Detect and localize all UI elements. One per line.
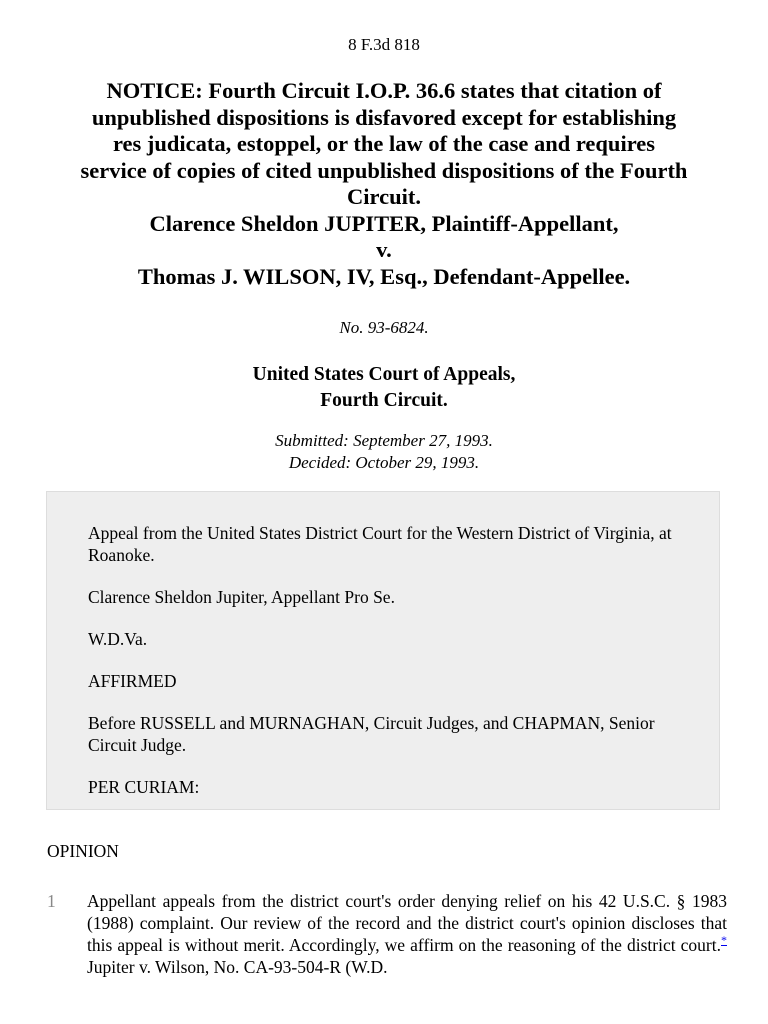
paragraph-number: 1 — [47, 891, 56, 911]
court-name — [0, 362, 768, 413]
case-dates — [0, 430, 768, 474]
title-line: v. — [376, 237, 392, 262]
case-citation: 8 F.3d 818 — [348, 35, 420, 54]
court-line: United States Court of Appeals, — [252, 364, 516, 385]
title-line: Clarence Sheldon JUPITER, Plaintiff-Appellant, — [149, 210, 619, 236]
paragraph-text-after: Jupiter v. Wilson, No. CA-93-504-R (W.D. — [87, 957, 388, 977]
title-line: NOTICE: Fourth Circuit I.O.P. 36.6 states that citation of — [106, 78, 662, 103]
submitted-date: Submitted: September 27, 1993. — [275, 431, 493, 450]
case-title — [40, 78, 728, 290]
title-line: service of copies of cited unpublished dispositions of the Fourth — [80, 157, 688, 183]
paragraph-text — [87, 890, 727, 978]
opinion-heading: OPINION — [47, 841, 119, 861]
title-line: res judicata, estoppel, or the law of the case and requires — [112, 131, 656, 156]
appeal-from: Appeal from the United States District Court for the Western District of Virginia, at Roanoke. — [88, 523, 672, 565]
panel: Before RUSSELL and MURNAGHAN, Circuit Judges, and CHAPMAN, Senior Circuit Judge. — [88, 713, 655, 755]
paragraph-text-before: Appellant appeals from the district court's order denying relief on his 42 U.S.C. § 1983 (1988) complaint. Our review of the record and the district court's opinion discloses that this appeal is without merit. Accordingly, we affirm on the reasoning of the district court. — [87, 891, 727, 955]
headnote-box — [46, 491, 720, 810]
title-line: Circuit. — [347, 184, 421, 209]
title-line: Thomas J. WILSON, IV, Esq., Defendant-Appellee. — [137, 263, 631, 289]
counsel: Clarence Sheldon Jupiter, Appellant Pro Se. — [88, 587, 395, 607]
docket-number: No. 93-6824. — [339, 318, 429, 337]
disposition: AFFIRMED — [88, 671, 177, 691]
title-line: unpublished dispositions is disfavored except for establishing — [91, 104, 677, 130]
footnote-link[interactable]: * — [721, 933, 727, 948]
opinion-author: PER CURIAM: — [88, 777, 200, 797]
opinion-paragraph — [47, 890, 727, 978]
district: W.D.Va. — [88, 629, 148, 649]
court-line: Fourth Circuit. — [320, 389, 448, 411]
decided-date: Decided: October 29, 1993. — [288, 453, 480, 472]
